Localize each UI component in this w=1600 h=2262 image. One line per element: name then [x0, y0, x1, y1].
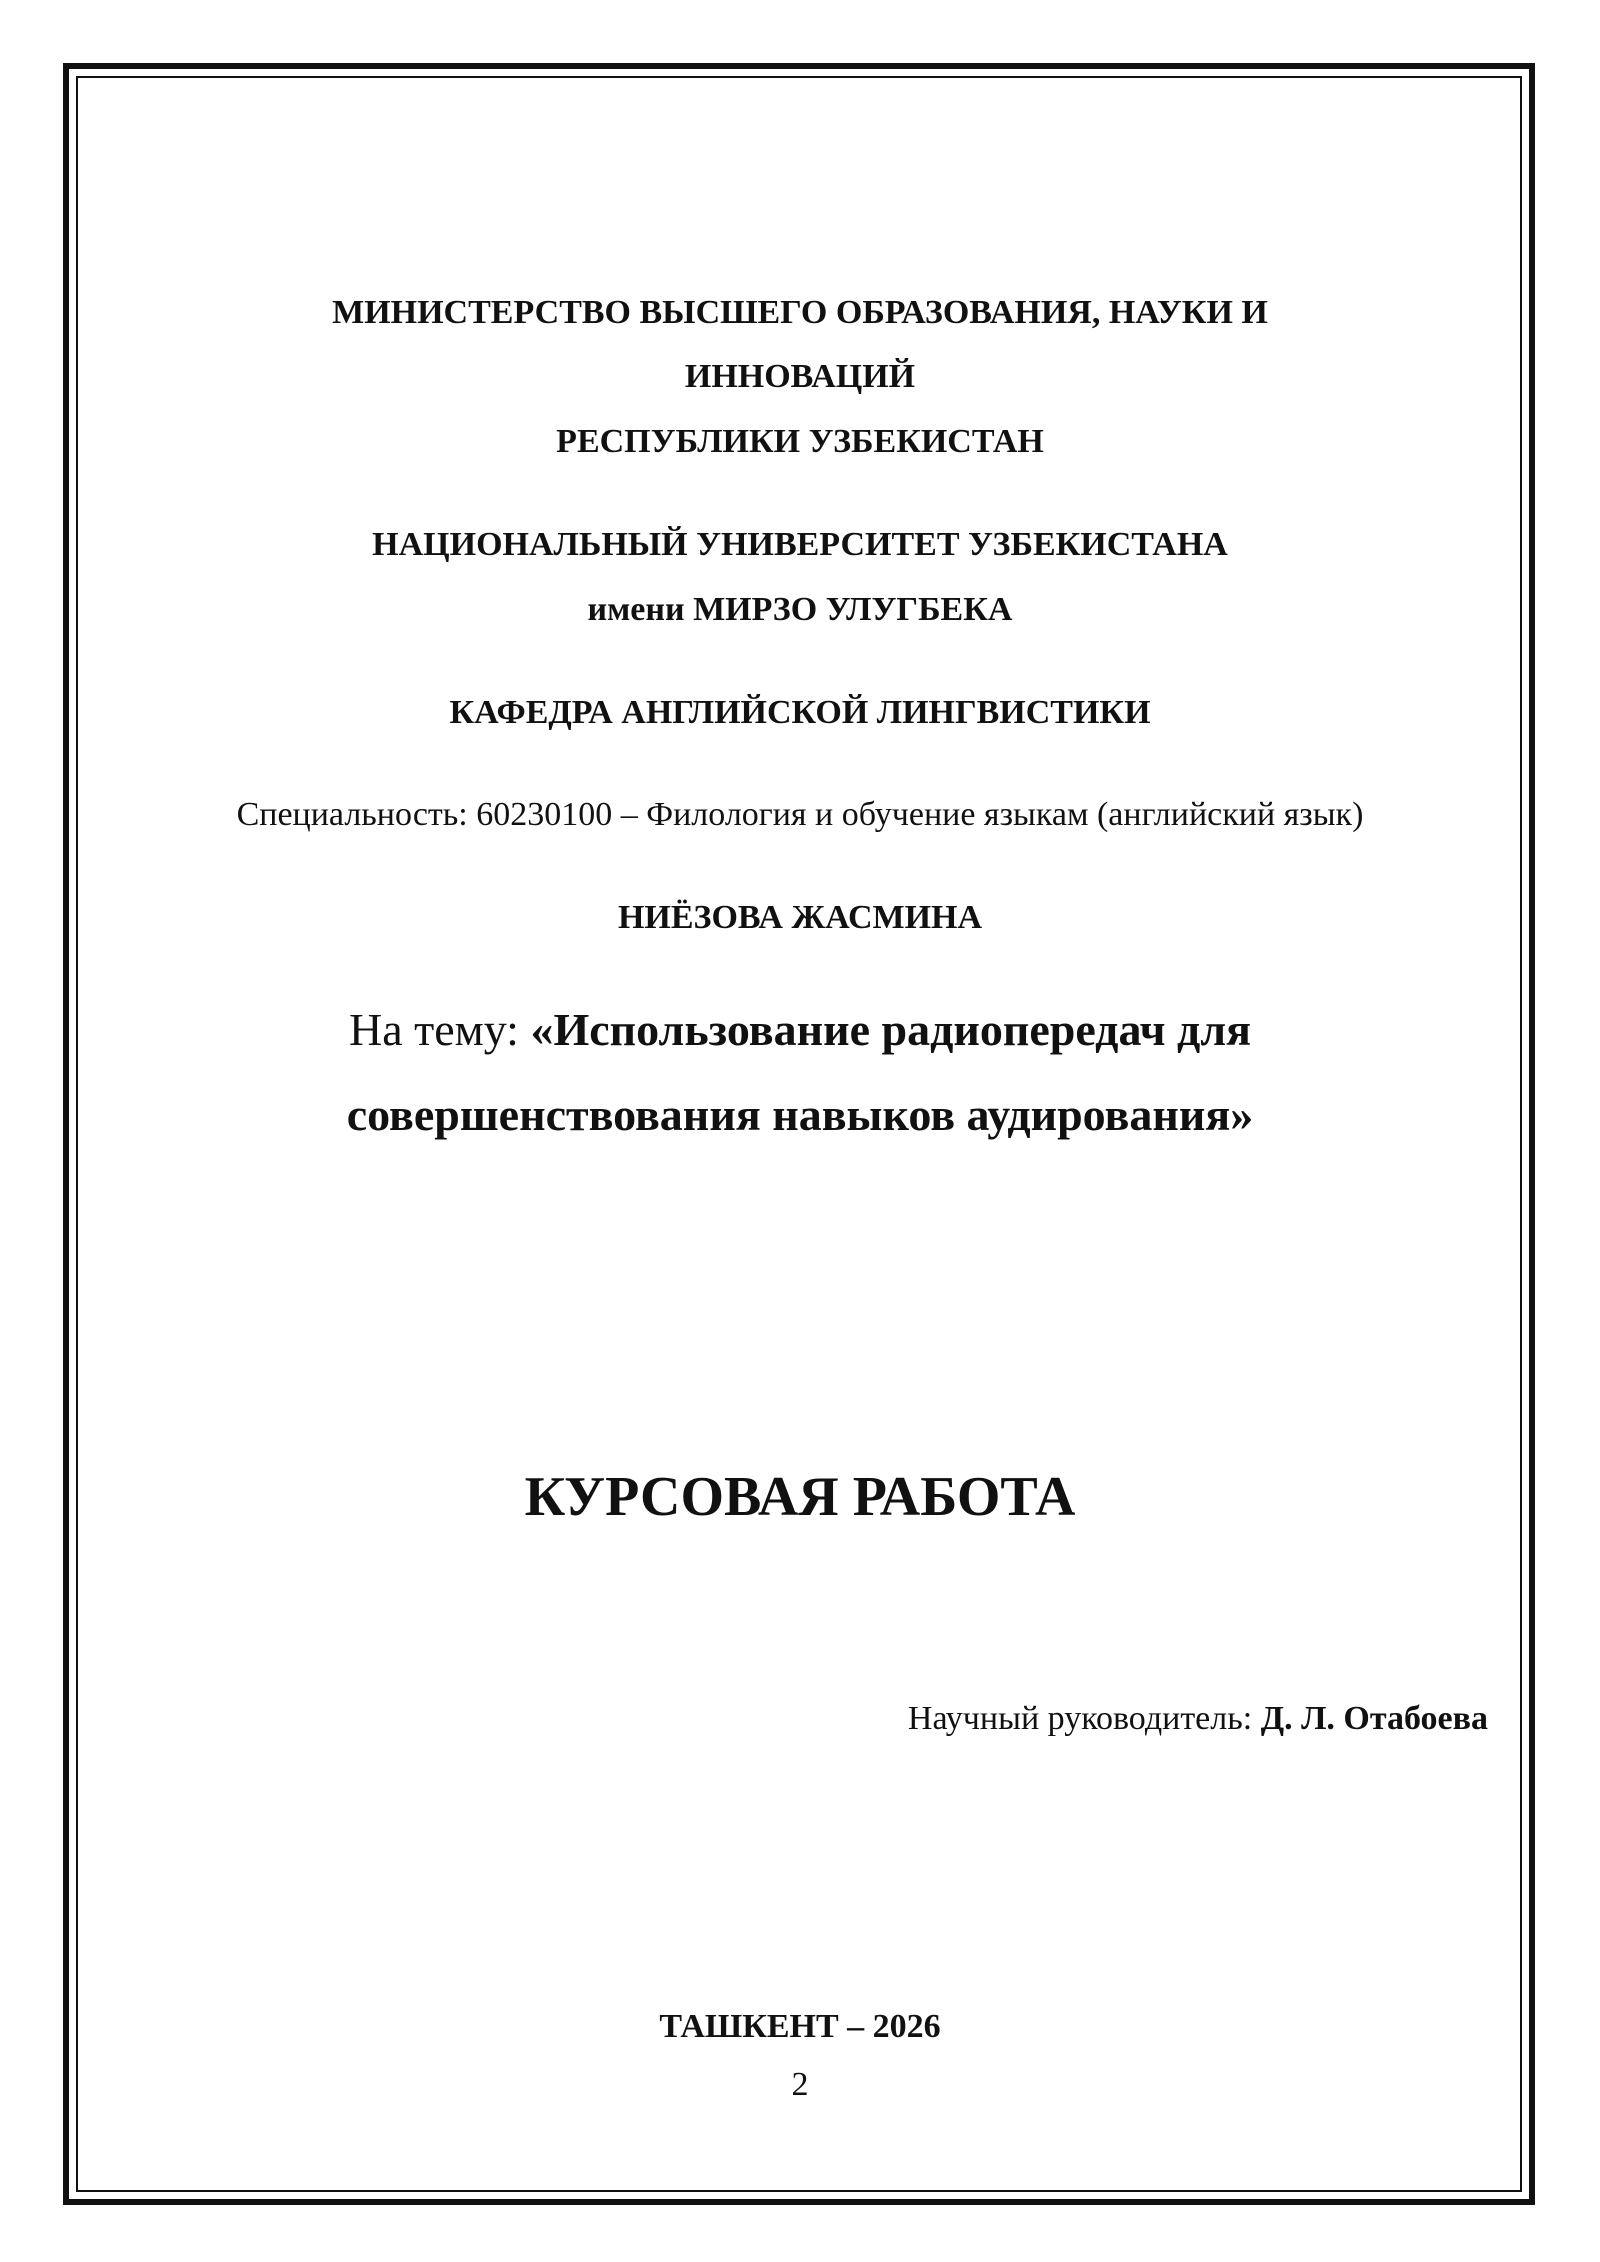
topic-prefix: На тему: — [348, 1004, 531, 1055]
ministry-line-2: ИННОВАЦИЙ — [684, 358, 916, 395]
topic-line-2 — [0, 1088, 1600, 1141]
department-name: КАФЕДРА АНГЛИЙСКОЙ ЛИНГВИСТИКИ — [449, 694, 1151, 731]
work-type-title: КУРСОВАЯ РАБОТА — [524, 1466, 1076, 1528]
ministry-line-1: МИНИСТЕРСТВО ВЫСШЕГО ОБРАЗОВАНИЯ, НАУКИ И — [332, 294, 1268, 331]
ministry-line-3: РЕСПУБЛИКИ УЗБЕКИСТАН — [556, 423, 1044, 460]
university-line-2: имени МИРЗО УЛУГБЕКА — [587, 591, 1013, 628]
topic-title-line-2: совершенствования навыков аудирования» — [346, 1089, 1254, 1140]
author-name: НИЁЗОВА ЖАСМИНА — [617, 899, 983, 936]
university-line-1: НАЦИОНАЛЬНЫЙ УНИВЕРСИТЕТ УЗБЕКИСТАНА — [372, 526, 1228, 563]
topic-title-line-1: «Использование радиопередач для — [530, 1004, 1252, 1055]
supervisor-block — [908, 1700, 1488, 1738]
supervisor-label: Научный руководитель: — [907, 1700, 1261, 1737]
topic-line-1 — [0, 1003, 1600, 1056]
page-number: 2 — [791, 2066, 809, 2103]
city-year: ТАШКЕНТ – 2026 — [659, 2008, 941, 2045]
specialty-text: Специальность: 60230100 – Филология и обучение языкам (английский язык) — [236, 796, 1364, 833]
supervisor-name: Д. Л. Отабоева — [1260, 1700, 1488, 1737]
